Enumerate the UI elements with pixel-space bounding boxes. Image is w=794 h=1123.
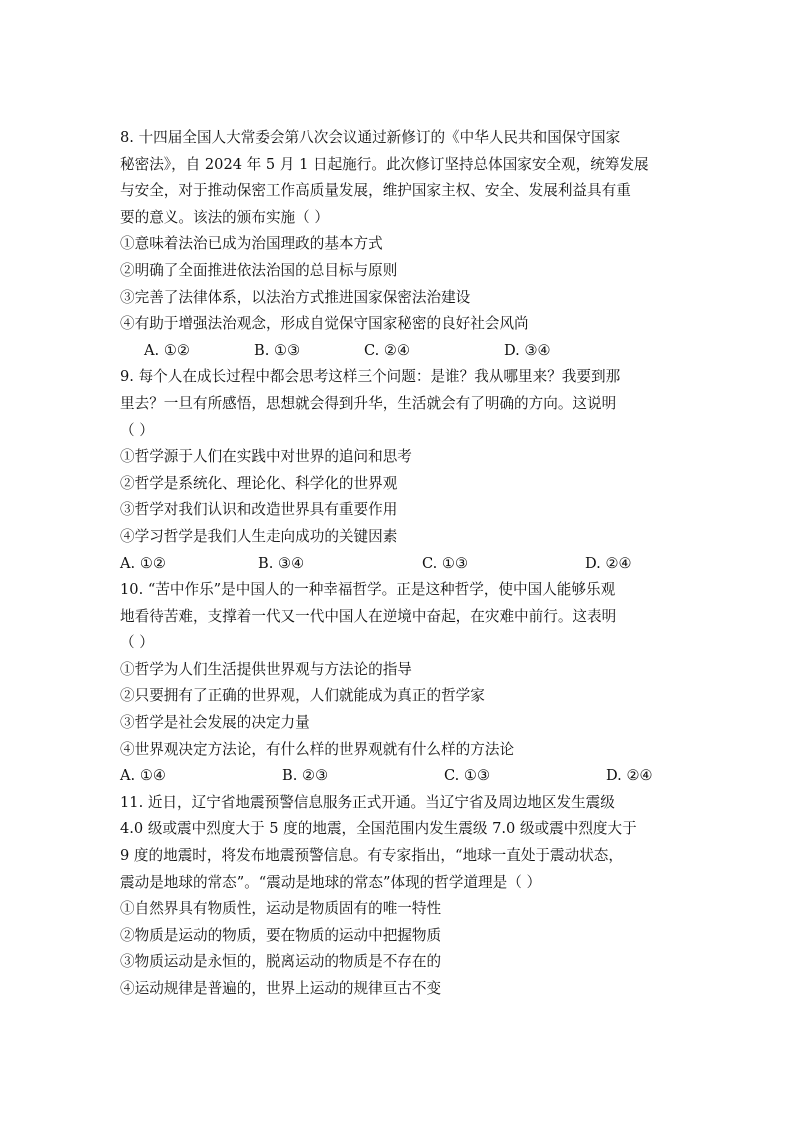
statement-2: ②只要拥有了正确的世界观，人们就能成为真正的哲学家 — [120, 687, 485, 705]
option-b[interactable]: B. ②③ — [282, 767, 329, 785]
statement-3: ③完善了法律体系，以法治方式推进国家保密法治建设 — [120, 288, 471, 306]
question-stem-line: 9 度的地震时，将发布地震预警信息。有专家指出，“地球一直处于震动状态， — [120, 847, 623, 865]
question-stem-line: 里去？一旦有所感悟，思想就会得到升华，生活就会有了明确的方向。这说明 — [120, 394, 617, 412]
statement-1: ①哲学为人们生活提供世界观与方法论的指导 — [120, 660, 412, 678]
question-9 — [120, 364, 675, 577]
statement-3: ③哲学对我们认识和改造世界具有重要作用 — [120, 501, 398, 519]
question-8 — [120, 125, 675, 364]
statement-3: ③物质运动是永恒的，脱离运动的物质是不存在的 — [120, 953, 442, 971]
question-stem-line: 4.0 级或震中烈度大于 5 度的地震，全国范围内发生震级 7.0 级或震中烈度大于 — [120, 820, 637, 838]
question-11 — [120, 790, 675, 1003]
answer-options — [120, 338, 675, 365]
statement-4: ④学习哲学是我们人生走向成功的关键因素 — [120, 527, 398, 545]
statement-2: ②明确了全面推进依法治国的总目标与原则 — [120, 261, 398, 279]
statement-4: ④运动规律是普遍的，世界上运动的规律亘古不变 — [120, 980, 442, 997]
option-d[interactable]: D. ②④ — [606, 767, 653, 785]
answer-options — [120, 551, 675, 578]
question-stem-line: 与安全，对于推动保密工作高质量发展，维护国家主权、安全、发展利益具有重 — [120, 182, 631, 200]
statement-3: ③哲学是社会发展的决定力量 — [120, 714, 310, 732]
statement-4: ④世界观决定方法论，有什么样的世界观就有什么样的方法论 — [120, 740, 515, 758]
question-stem-line: 秘密法》，自 2024 年 5 月 1 日起施行。此次修订坚持总体国家安全观，统筹发展 — [120, 155, 649, 173]
statement-2: ②哲学是系统化、理论化、科学化的世界观 — [120, 474, 398, 492]
statement-4: ④有助于增强法治观念，形成自觉保守国家秘密的良好社会风尚 — [120, 315, 529, 333]
option-b[interactable]: B. ③④ — [258, 554, 305, 572]
statement-2: ②物质是运动的物质，要在物质的运动中把握物质 — [120, 926, 442, 944]
question-stem-line: （ ） — [120, 421, 154, 439]
option-a[interactable]: A. ①② — [120, 554, 166, 572]
question-10 — [120, 577, 675, 790]
statement-1: ①哲学源于人们在实践中对世界的追问和思考 — [120, 448, 412, 466]
question-list — [120, 125, 675, 1003]
question-stem-line: 8. 十四届全国人大常委会第八次会议通过新修订的《中华人民共和国保守国家 — [120, 129, 621, 146]
option-d[interactable]: D. ③④ — [504, 341, 551, 359]
question-stem-line: （ ） — [120, 634, 154, 652]
question-stem-line: 11. 近日，辽宁省地震预警信息服务正式开通。当辽宁省及周边地区发生震级 — [120, 793, 615, 811]
option-b[interactable]: B. ①③ — [254, 341, 301, 359]
question-stem-line: 10. “苦中作乐”是中国人的一种幸福哲学。正是这种哲学，使中国人能够乐观 — [120, 581, 616, 599]
option-c[interactable]: C. ①③ — [444, 767, 491, 785]
question-stem-line: 要的意义。该法的颁布实施（ ） — [120, 208, 329, 226]
statement-1: ①自然界具有物质性，运动是物质固有的唯一特性 — [120, 900, 442, 918]
option-d[interactable]: D. ②④ — [585, 554, 632, 572]
option-a[interactable]: A. ①② — [144, 341, 190, 359]
question-stem-line: 震动是地球的常态”。“震动是地球的常态”体现的哲学道理是（ ） — [120, 873, 542, 891]
statement-1: ①意味着法治已成为治国理政的基本方式 — [120, 235, 383, 253]
option-a[interactable]: A. ①④ — [120, 767, 166, 785]
answer-options — [120, 763, 675, 790]
question-stem-line: 9. 每个人在成长过程中都会思考这样三个问题：是谁？我从哪里来？我要到那 — [120, 368, 621, 386]
option-c[interactable]: C. ①③ — [422, 554, 469, 572]
option-c[interactable]: C. ②④ — [364, 341, 411, 359]
question-stem-line: 地看待苦难，支撑着一代又一代中国人在逆境中奋起，在灾难中前行。这表明 — [120, 607, 617, 625]
